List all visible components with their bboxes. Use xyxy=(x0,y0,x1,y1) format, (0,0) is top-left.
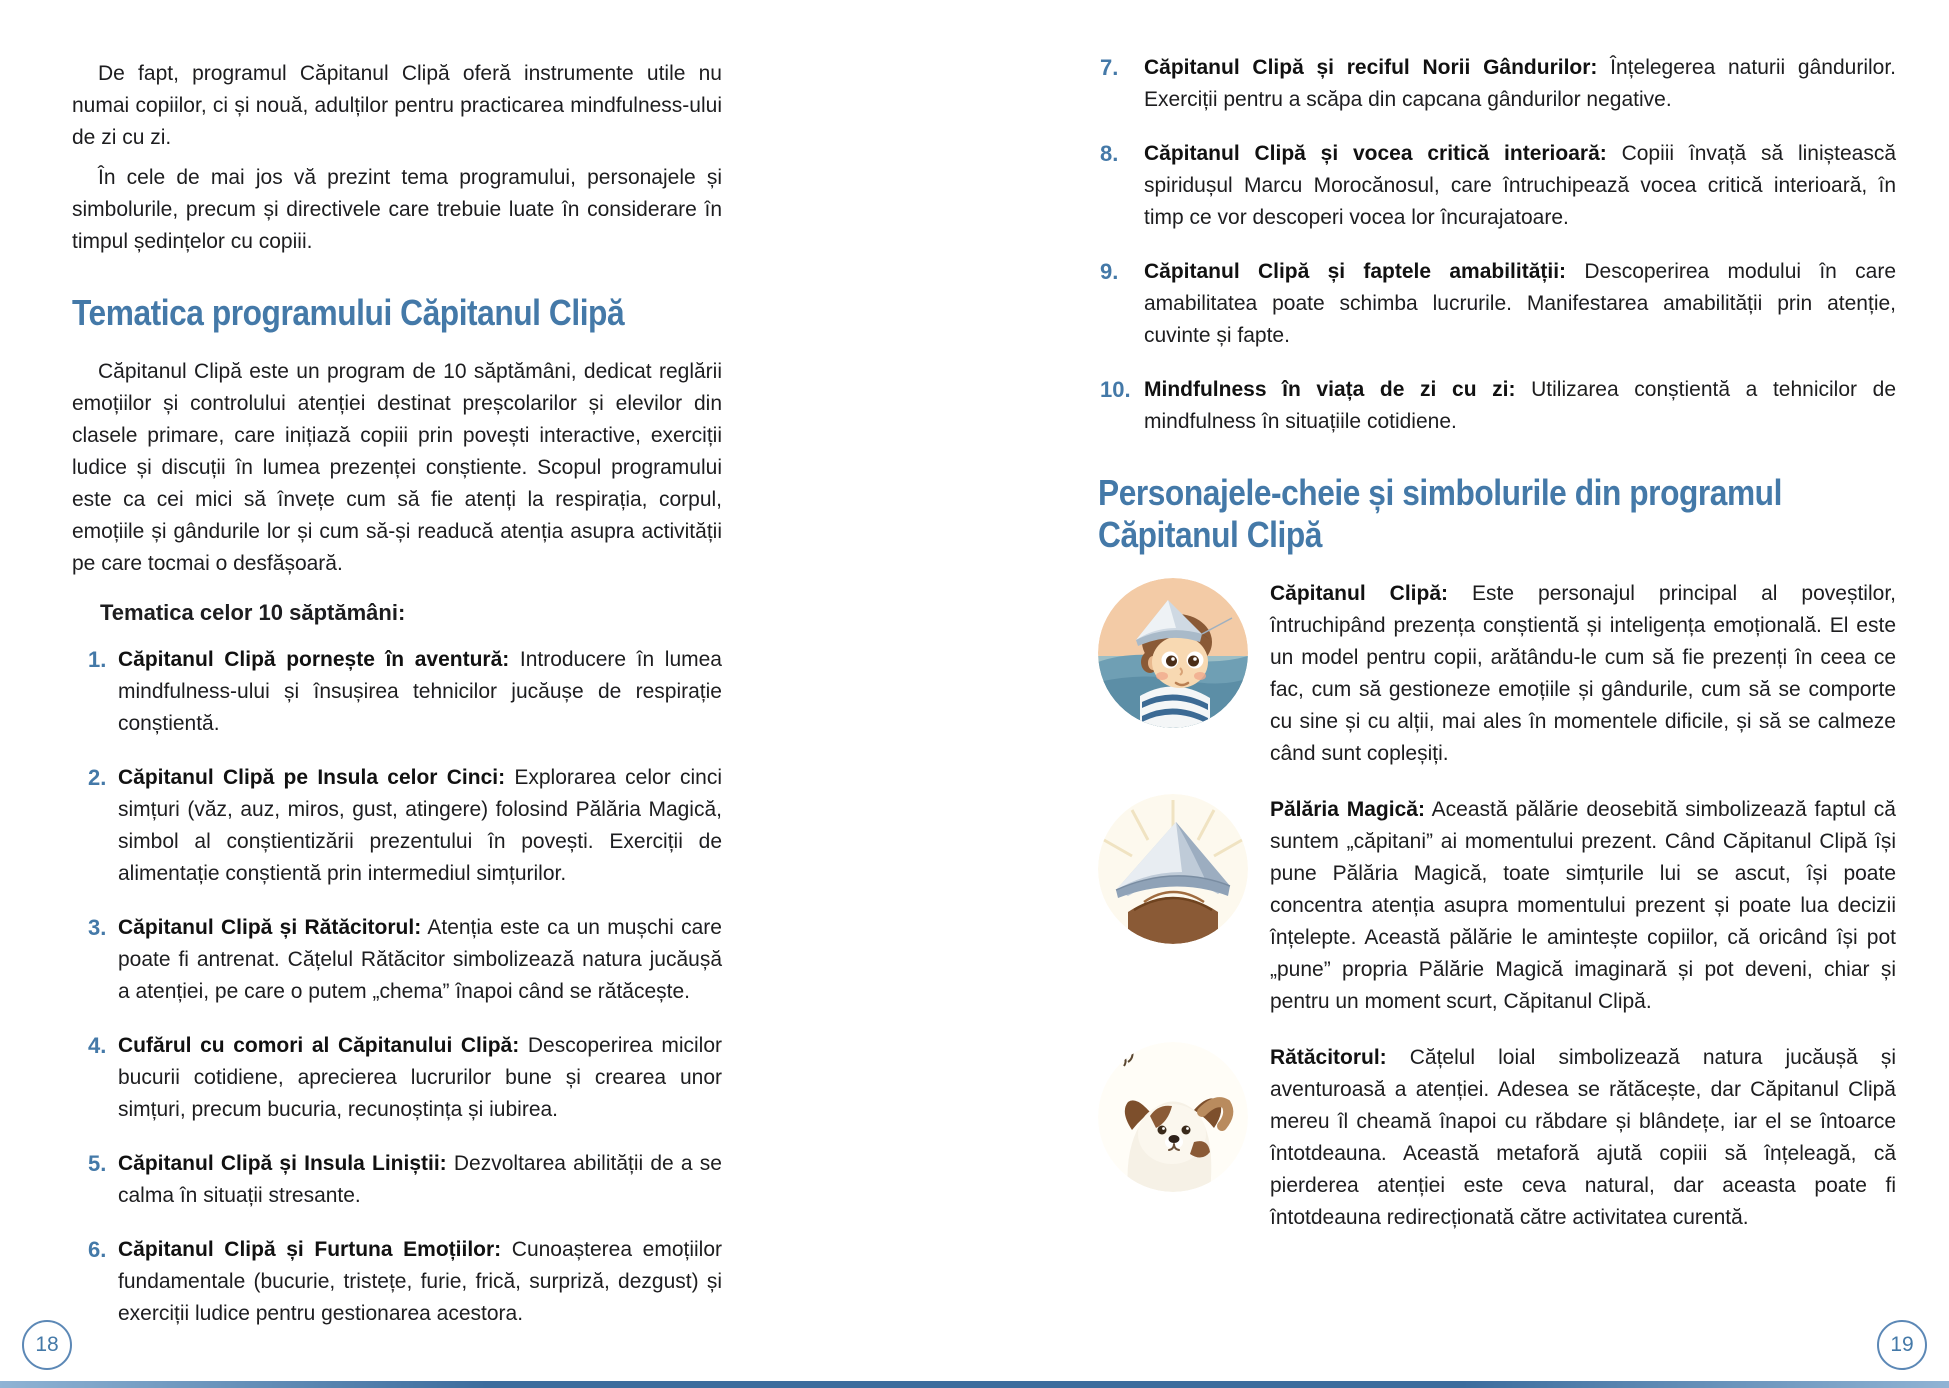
list-item xyxy=(1098,138,1896,234)
character-row xyxy=(1098,1042,1896,1234)
list-item-title: Căpitanul Clipă și Insula Liniștii: xyxy=(118,1152,447,1175)
list-item-number: 2. xyxy=(88,765,107,790)
list-item xyxy=(72,644,722,740)
character-desc: Este personajul principal al poveștilor, întruchipând prezența conștientă și inteligența emoțională. El este un model pentru copii, arătându-le cum să fie prezenți în ceea ce fac, cum să gestioneze emoțiile și gândurile, cum să se comporte cu sine și cu alții, mai ales în momentele dificile, și să se calmeze când sunt copleșiți. xyxy=(1270,582,1896,765)
magic-paper-hat-illustration xyxy=(1098,794,1248,944)
character-text xyxy=(1270,1042,1896,1234)
list-item-text xyxy=(118,1234,722,1330)
character-text xyxy=(1270,794,1896,1018)
character-desc: Această pălărie deosebită simbolizează faptul că suntem „căpitani” ai momentului prezent. Când Căpitanul Clipă își pune Pălăria Magică, toate simțurile lui se ascut, își poate concentra atenția asupra momentului prezent și poate lua decizii înțelepte. Această pălărie le amintește copiilor, că oricând își pot „pune” propria Pălărie Magică imaginară și pot deveni, chiar și pentru un moment scurt, Căpitanul Clipă. xyxy=(1270,798,1896,1013)
section-heading-personaje: Personajele-cheie și simbolurile din programul Căpitanul Clipă xyxy=(1098,472,1782,555)
section-paragraph: Căpitanul Clipă este un program de 10 săptămâni, dedicat reglării emoțiilor și controlului atenției destinat preșcolarilor și elevilor din clasele primare, care inițiază copiii prin povești interactive, exerciții ludice și discuții în lumea prezenței conștiente. Scopul programului este ca cei mici să învețe cum să fie atenți la respirația, corpul, emoțiile și gândurile lor și cum să-și readucă atenția asupra activității pe care tocmai o desfășoară. xyxy=(72,360,722,575)
list-item-number: 9. xyxy=(1100,259,1119,284)
list-item-desc: Cunoașterea emoțiilor fundamentale (bucurie, tristețe, furie, frică, surpriză, dezgust) și exerciții ludice pentru gestionarea acestora. xyxy=(118,1238,723,1325)
list-item xyxy=(1098,374,1896,438)
list-item-number: 4. xyxy=(88,1033,107,1058)
list-item-text xyxy=(1144,138,1896,234)
list-item-text xyxy=(118,1148,722,1212)
book-page-right xyxy=(1098,52,1896,1258)
character-title: Rătăcitorul: xyxy=(1270,1046,1387,1069)
list-item-desc: Descoperirea modului în care amabilitatea poate schimba lucrurile. Manifestarea amabilității prin atenție, cuvinte și fapte. xyxy=(1144,260,1896,347)
list-item xyxy=(1098,52,1896,116)
captain-boy-illustration xyxy=(1098,578,1248,728)
list-item xyxy=(72,1148,722,1212)
footer-accent-bar xyxy=(0,1381,1949,1388)
list-item xyxy=(72,1030,722,1126)
list-item-number: 6. xyxy=(88,1237,107,1262)
list-item-desc: Utilizarea conștientă a tehnicilor de mindfulness în situațiile cotidiene. xyxy=(1144,378,1896,433)
list-item-number: 7. xyxy=(1100,55,1119,80)
list-item-title: Căpitanul Clipă pe Insula celor Cinci: xyxy=(118,766,506,789)
list-item-title: Căpitanul Clipă pornește în aventură: xyxy=(118,648,510,671)
character-row xyxy=(1098,794,1896,1018)
list-item-title: Căpitanul Clipă și reciful Norii Gândurilor: xyxy=(1144,56,1598,79)
puppy-illustration xyxy=(1098,1042,1248,1192)
character-row xyxy=(1098,578,1896,770)
list-item-text xyxy=(1144,256,1896,352)
list-item-number: 1. xyxy=(88,647,107,672)
list-item-desc: Descoperirea micilor bucurii cotidiene, aprecierea lucrurilor bune și crearea unor simțuri, precum bucuria, recunoștința și iubirea. xyxy=(118,1034,723,1121)
list-item-title: Căpitanul Clipă și Rătăcitorul: xyxy=(118,916,422,939)
list-item-number: 5. xyxy=(88,1151,107,1176)
book-page-left xyxy=(72,58,722,1352)
list-item xyxy=(72,1234,722,1330)
page-number-badge-left xyxy=(22,1320,72,1370)
page-number: 18 xyxy=(35,1333,59,1356)
character-title: Pălăria Magică: xyxy=(1270,798,1425,821)
list-item-number: 10. xyxy=(1100,377,1131,402)
list-item-desc: Copiii învață să liniștească spiridușul Marcu Morocănosul, care întruchipează vocea critică interioară, în timp ce vor descoperi vocea lor încurajatoare. xyxy=(1144,142,1896,229)
character-desc: Cățelul loial simbolizează natura jucăușă și aventuroasă a atenției. Adesea se rătăcește, dar Căpitanul Clipă mereu îl cheamă înapoi cu răbdare și blândețe, iar el se întoarce întotdeauna. Această metaforă ajută copiii să înțeleagă, că pierderea atenției este ceva natural, dar aceasta poate fi întotdeauna redirecționată către activitatea curentă. xyxy=(1270,1046,1897,1229)
character-text xyxy=(1270,578,1896,770)
list-item xyxy=(1098,256,1896,352)
list-item-text xyxy=(1144,374,1896,438)
list-item xyxy=(72,912,722,1008)
list-item-number: 3. xyxy=(88,915,107,940)
list-item-title: Mindfulness în viața de zi cu zi: xyxy=(1144,378,1516,401)
intro-paragraph: De fapt, programul Căpitanul Clipă oferă instrumente utile nu numai copiilor, ci și nouă, adulților pentru practicarea mindfulness-ului de zi cu zi. xyxy=(72,62,722,149)
section-heading-tematica: Tematica programului Căpitanul Clipă xyxy=(72,292,625,333)
page-number: 19 xyxy=(1890,1333,1914,1356)
character-title: Căpitanul Clipă: xyxy=(1270,582,1448,605)
list-heading: Tematica celor 10 săptămâni: xyxy=(100,600,406,625)
intro-paragraph: În cele de mai jos vă prezint tema programului, personajele și simbolurile, precum și directivele care trebuie luate în considerare în timpul ședințelor cu copiii. xyxy=(72,166,722,253)
list-item xyxy=(72,762,722,890)
list-item-text xyxy=(118,1030,722,1126)
list-item-number: 8. xyxy=(1100,141,1119,166)
list-item-desc: Introducere în lumea mindfulness-ului și însușirea tehnicilor jucăușe de respirație conștientă. xyxy=(118,648,722,735)
page-number-badge-right xyxy=(1877,1320,1927,1370)
list-item-text xyxy=(118,762,722,890)
list-item-desc: Atenția este ca un mușchi care poate fi antrenat. Cățelul Rătăcitor simbolizează natura jucăușă a atenției, pe care o putem „chema” înapoi când se rătăcește. xyxy=(118,916,722,1003)
list-item-title: Căpitanul Clipă și Furtuna Emoțiilor: xyxy=(118,1238,502,1261)
list-item-text xyxy=(118,644,722,740)
list-item-text xyxy=(118,912,722,1008)
list-item-desc: Dezvoltarea abilității de a se calma în situații stresante. xyxy=(118,1152,722,1207)
list-item-title: Căpitanul Clipă și faptele amabilității: xyxy=(1144,260,1567,283)
list-item-desc: Înțelegerea naturii gândurilor. Exerciții pentru a scăpa din capcana gândurilor negative. xyxy=(1144,56,1896,111)
list-item-text xyxy=(1144,52,1896,116)
list-item-title: Căpitanul Clipă și vocea critică interioară: xyxy=(1144,142,1607,165)
list-item-desc: Explorarea celor cinci simțuri (văz, auz, miros, gust, atingere) folosind Pălăria Magică, simbol al conștientizării prezentului în povești. Exerciții de alimentație conștientă prin intermediul simțurilor. xyxy=(118,766,722,885)
list-item-title: Cufărul cu comori al Căpitanului Clipă: xyxy=(118,1034,520,1057)
